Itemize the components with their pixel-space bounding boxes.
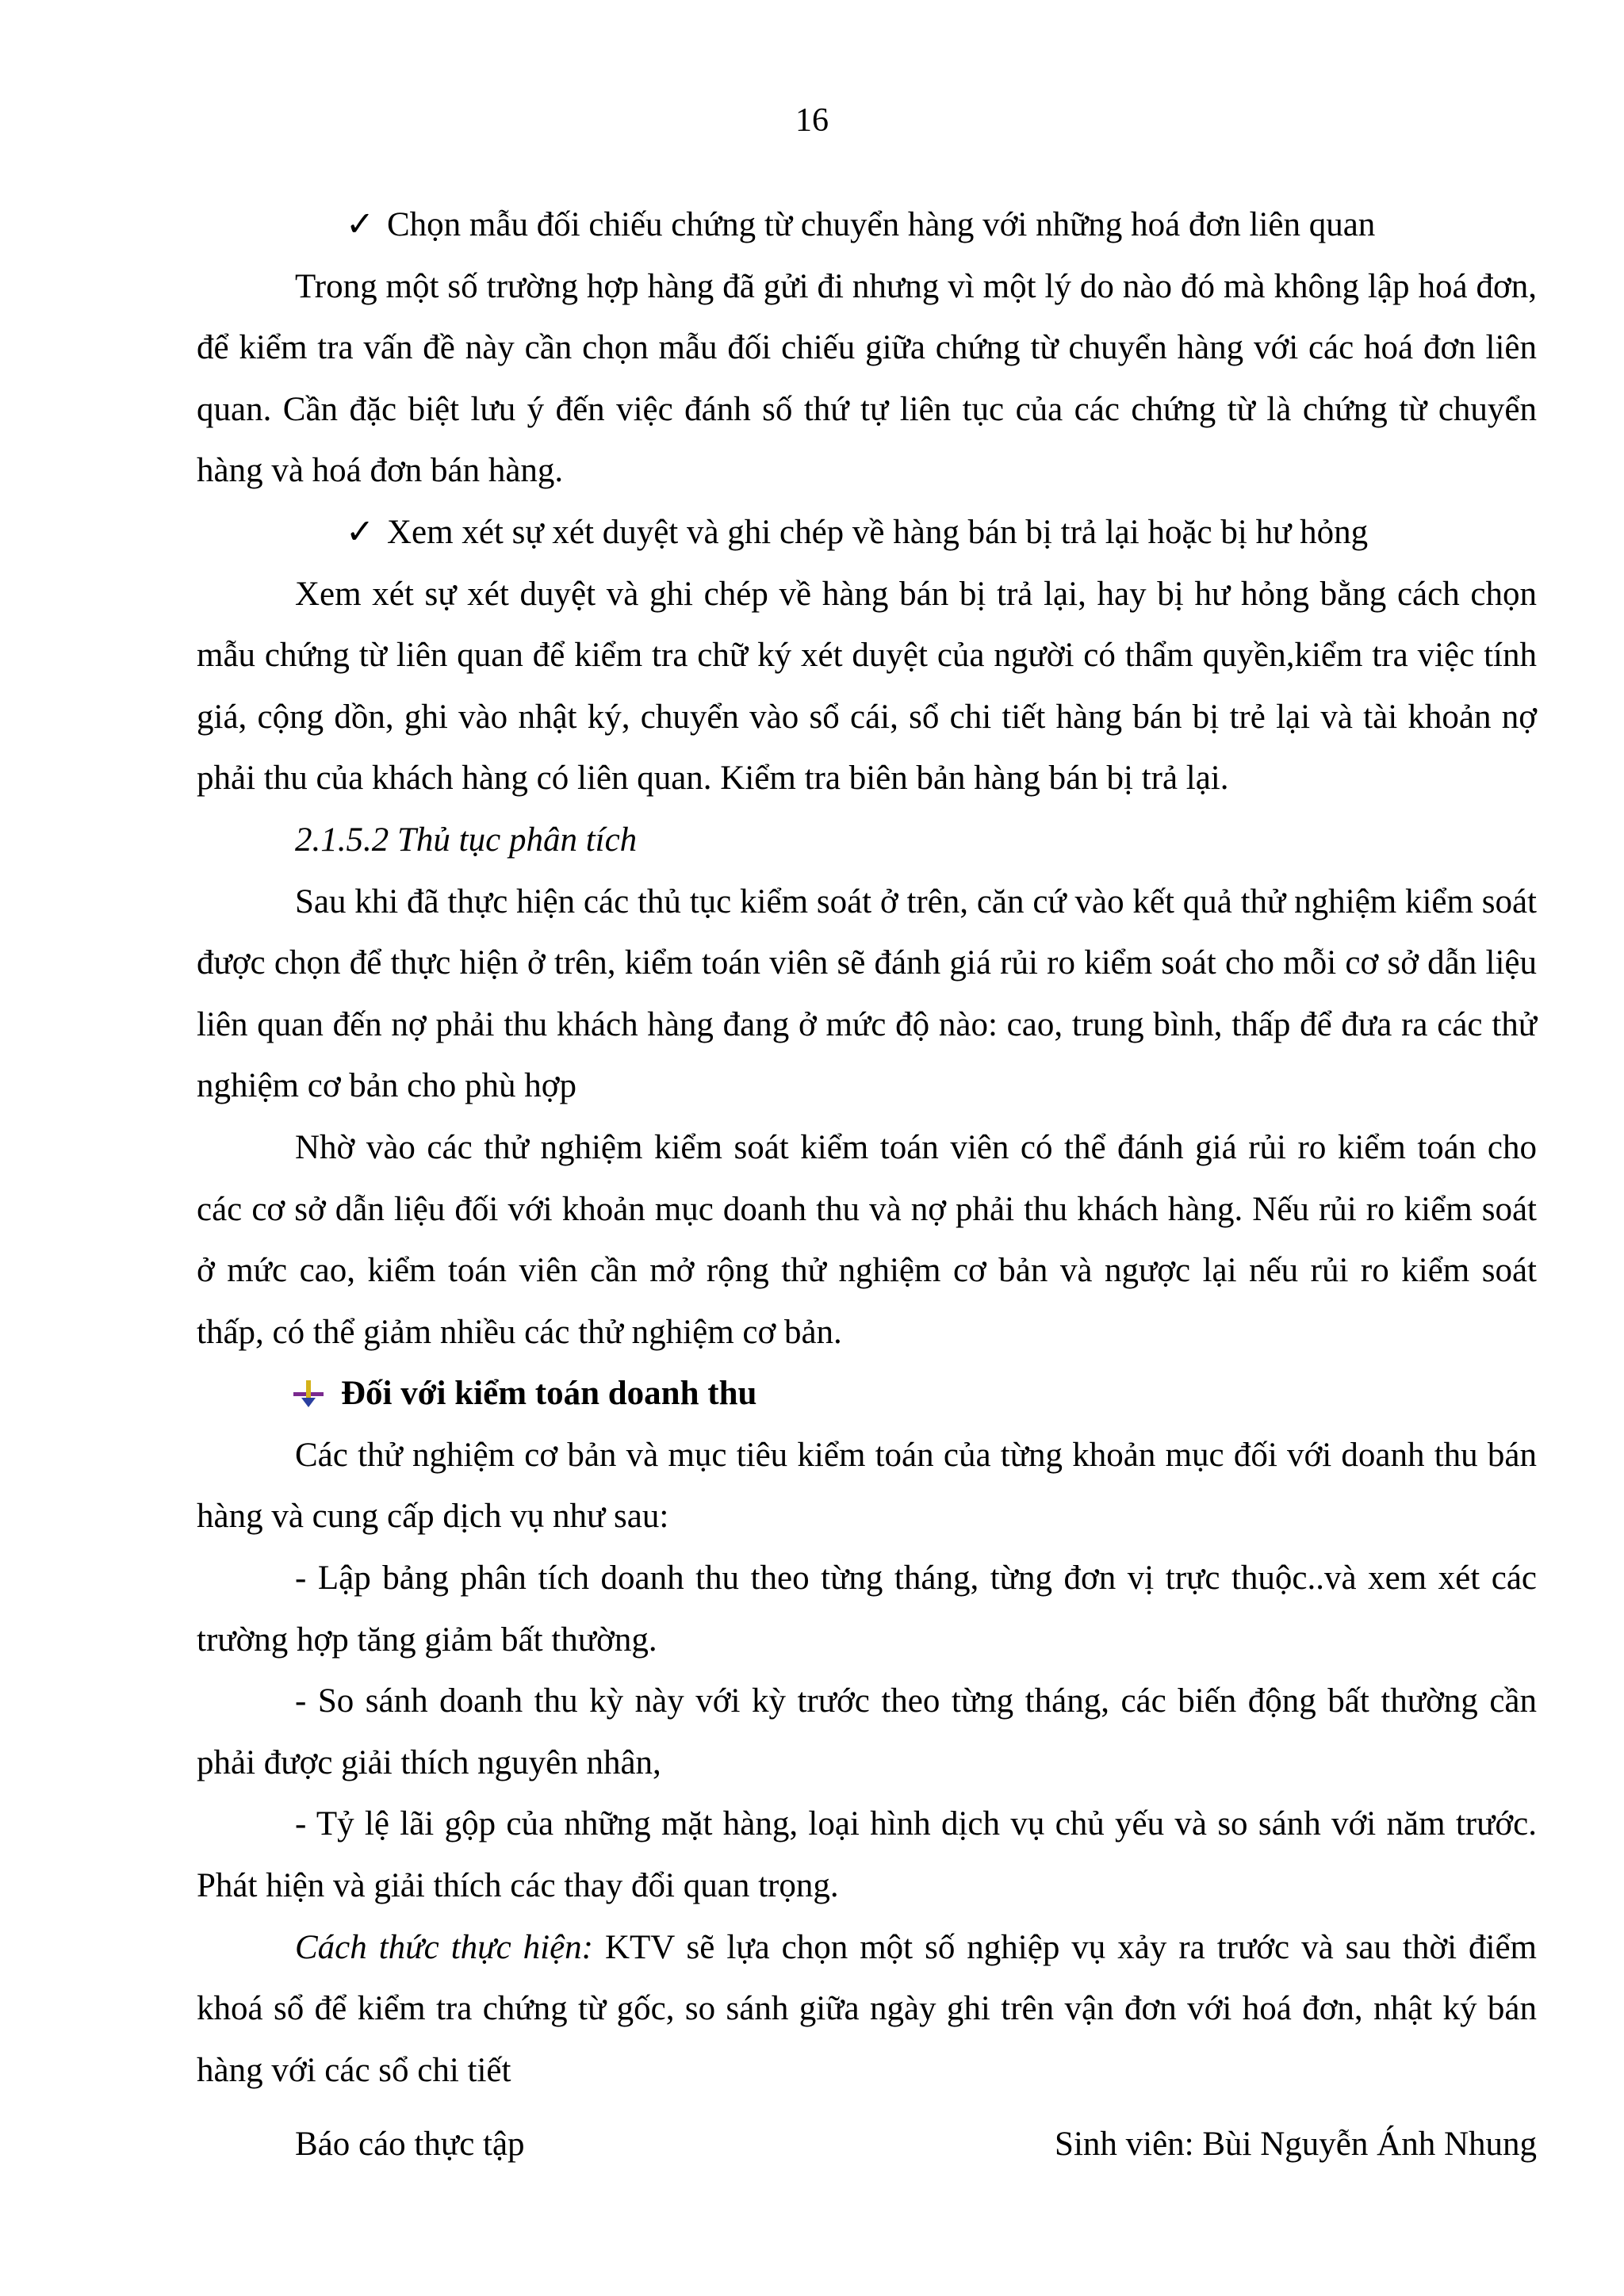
paragraph-7: - So sánh doanh thu kỳ này với kỳ trước theo từng tháng, các biến động bất thường cần phải được giải thích nguyên nhân, [197, 1682, 1537, 1781]
paragraph-8: - Tỷ lệ lãi gộp của những mặt hàng, loại hình dịch vụ chủ yếu và so sánh với năm trước. Phát hiện và giải thích các thay đổi quan trọng. [197, 1805, 1537, 1905]
document-body [197, 194, 1537, 2101]
paragraph-6: - Lập bảng phân tích doanh thu theo từng tháng, từng đơn vị trực thuộc..và xem xét các trường hợp tăng giảm bất thường. [197, 1559, 1537, 1659]
method-text: KTV sẽ lựa chọn một số nghiệp vụ xảy ra trước và sau thời điểm khoá sổ để kiểm tra chứng từ gốc, so sánh giữa ngày ghi trên vận đơn với hoá đơn, nhật ký bán hàng với các sổ chi tiết [197, 1928, 1537, 2089]
section-title: 2.1.5.2 Thủ tục phân tích [295, 821, 638, 859]
paragraph-5: Các thử nghiệm cơ bản và mục tiêu kiểm toán của từng khoản mục đối với doanh thu bán hàng và cung cấp dịch vụ như sau: [197, 1436, 1537, 1536]
paragraph-4: Nhờ vào các thử nghiệm kiểm soát kiểm toán viên có thể đánh giá rủi ro kiểm toán cho các cơ sở dẫn liệu đối với khoản mục doanh thu và nợ phải thu khách hàng. Nếu rủi ro kiểm soát ở mức cao, kiểm toán viên cần mở rộng thử nghiệm cơ bản và ngược lại nếu rủi ro kiểm soát thấp, có thể giảm nhiều các thử nghiệm cơ bản. [197, 1128, 1537, 1351]
down-arrow-bullet-icon [293, 1380, 324, 1407]
checklist-item-1 [197, 194, 1537, 256]
footer-student-name: Sinh viên: Bùi Nguyễn Ánh Nhung [1055, 2126, 1537, 2163]
page-number: 16 [795, 102, 829, 139]
check-icon: ✓ [346, 206, 375, 243]
checklist-item-2-text: Xem xét sự xét duyệt và ghi chép về hàng bán bị trả lại hoặc bị hư hỏng [387, 513, 1369, 551]
paragraph-9 [197, 1917, 1537, 2102]
paragraph-3: Sau khi đã thực hiện các thủ tục kiểm soát ở trên, căn cứ vào kết quả thử nghiệm kiểm soát được chọn để thực hiện ở trên, kiểm toán viên sẽ đánh giá rủi ro kiểm soát cho mỗi cơ sở dẫn liệu liên quan đến nợ phải thu khách hàng đang ở mức độ nào: cao, trung bình, thấp để đưa ra các thử nghiệm cơ bản cho phù hợp [197, 882, 1537, 1105]
footer-report-title: Báo cáo thực tập [295, 2126, 525, 2163]
bold-heading [197, 1363, 1537, 1425]
method-label: Cách thức thực hiện: [295, 1928, 594, 1966]
checklist-item-1-text: Chọn mẫu đối chiếu chứng từ chuyển hàng với những hoá đơn liên quan [387, 206, 1376, 243]
checklist-item-2 [197, 502, 1537, 564]
paragraph-1: Trong một số trường hợp hàng đã gửi đi nhưng vì một lý do nào đó mà không lập hoá đơn, để kiểm tra vấn đề này cần chọn mẫu đối chiếu giữa chứng từ chuyển hàng với các hoá đơn liên quan. Cần đặc biệt lưu ý đến việc đánh số thứ tự liên tục của các chứng từ là chứng từ chuyển hàng và hoá đơn bán hàng. [197, 267, 1537, 490]
paragraph-2: Xem xét sự xét duyệt và ghi chép về hàng bán bị trả lại, hay bị hư hỏng bằng cách chọn mẫu chứng từ liên quan để kiểm tra chữ ký xét duyệt của người có thẩm quyền,kiểm tra việc tính giá, cộng dồn, ghi vào nhật ký, chuyển vào sổ cái, sổ chi tiết hàng bán bị trẻ lại và tài khoản nợ phải thu của khách hàng có liên quan. Kiểm tra biên bản hàng bán bị trả lại. [197, 575, 1537, 798]
check-icon: ✓ [346, 513, 375, 551]
bold-heading-text: Đối với kiểm toán doanh thu [341, 1375, 757, 1413]
